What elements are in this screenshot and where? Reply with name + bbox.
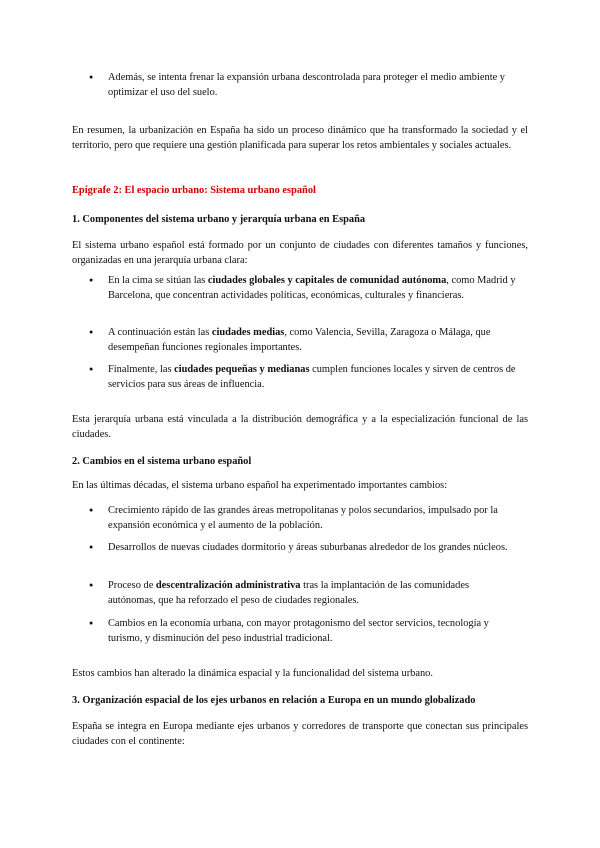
bullet-bold-text: ciudades globales y capitales de comunidad autónoma: [207, 275, 447, 286]
list-item: ● Cambios en la economía urbana, con mayor protagonismo del sector servicios, tecnología y turismo, y disminución del peso industrial tradicional.: [72, 616, 528, 646]
section1-bullet-list: [72, 362, 528, 392]
bullet-text: En la cima se sitúan las: [108, 275, 208, 286]
list-item: [72, 325, 528, 355]
list-item: [72, 362, 528, 392]
bullet-text: , como Madrid y Barcelona, que concentran actividades políticas, económicas, culturales y financieras.: [108, 275, 516, 302]
bullet-text: , como Valencia, Sevilla, Zaragoza o Málaga, que desempeñan funciones regionales importantes.: [108, 327, 491, 354]
section2-bullet-list: [72, 578, 528, 608]
bullet-bold-text: ciudades medias: [211, 327, 285, 338]
bullet-text: Finalmente, las: [108, 364, 175, 375]
list-item: [72, 273, 528, 303]
intro-bullet-list: [72, 70, 528, 100]
list-item: [72, 578, 528, 608]
section2-bullet-list: [72, 503, 528, 533]
section2-intro-paragraph: En las últimas décadas, el sistema urbano español ha experimentado importantes cambios:: [72, 480, 448, 491]
epigrafe-title: Epígrafe 2: El espacio urbano: Sistema urbano español: [72, 185, 316, 196]
summary-paragraph: En resumen, la urbanización en España ha sido un proceso dinámico que ha transformado la sociedad y el territorio, pero que requiere una gestión planificada para superar los retos ambientales y sociales actuales.: [72, 125, 528, 152]
list-item: ● Además, se intenta frenar la expansión urbana descontrolada para proteger el medio ambiente y optimizar el uso del suelo.: [72, 70, 528, 100]
bullet-text: tras la implantación de las comunidades autónomas, que ha reforzado el peso de ciudades regionales.: [108, 580, 470, 607]
section1-intro-paragraph: El sistema urbano español está formado por un conjunto de ciudades con diferentes tamaños y funciones, organizadas en una jerarquía urbana clara:: [72, 240, 528, 267]
section1-closing-paragraph: Esta jerarquía urbana está vinculada a la distribución demográfica y a la especialización funcional de las ciudades.: [72, 414, 528, 441]
section3-intro-paragraph: España se integra en Europa mediante ejes urbanos y corredores de transporte que conectan sus principales ciudades con el continente:: [72, 721, 528, 748]
bullet-text: A continuación están las: [108, 327, 212, 338]
section2-bullet-list: [72, 540, 528, 555]
list-item: ● Crecimiento rápido de las grandes áreas metropolitanas y polos secundarios, impulsado por la expansión económica y el aumento de la población.: [72, 503, 528, 533]
section3-heading: 3. Organización espacial de los ejes urbanos en relación a Europa en un mundo globalizado: [72, 695, 476, 706]
bullet-bold-text: descentralización administrativa: [155, 580, 301, 591]
bullet-bold-text: ciudades pequeñas y medianas: [174, 364, 310, 375]
list-item: ● Desarrollos de nuevas ciudades dormitorio y áreas suburbanas alrededor de los grandes núcleos.: [72, 540, 528, 555]
section2-heading: 2. Cambios en el sistema urbano español: [72, 456, 252, 467]
section1-bullet-list: [72, 273, 528, 303]
section1-bullet-list: [72, 325, 528, 355]
bullet-text: Proceso de: [108, 580, 156, 591]
bullet-text: cumplen funciones locales y sirven de centros de servicios para sus áreas de influencia.: [108, 364, 516, 391]
section2-closing-paragraph: Estos cambios han alterado la dinámica espacial y la funcionalidad del sistema urbano.: [72, 668, 433, 679]
section2-bullet-list: [72, 616, 528, 646]
section1-heading: 1. Componentes del sistema urbano y jerarquía urbana en España: [72, 214, 366, 225]
